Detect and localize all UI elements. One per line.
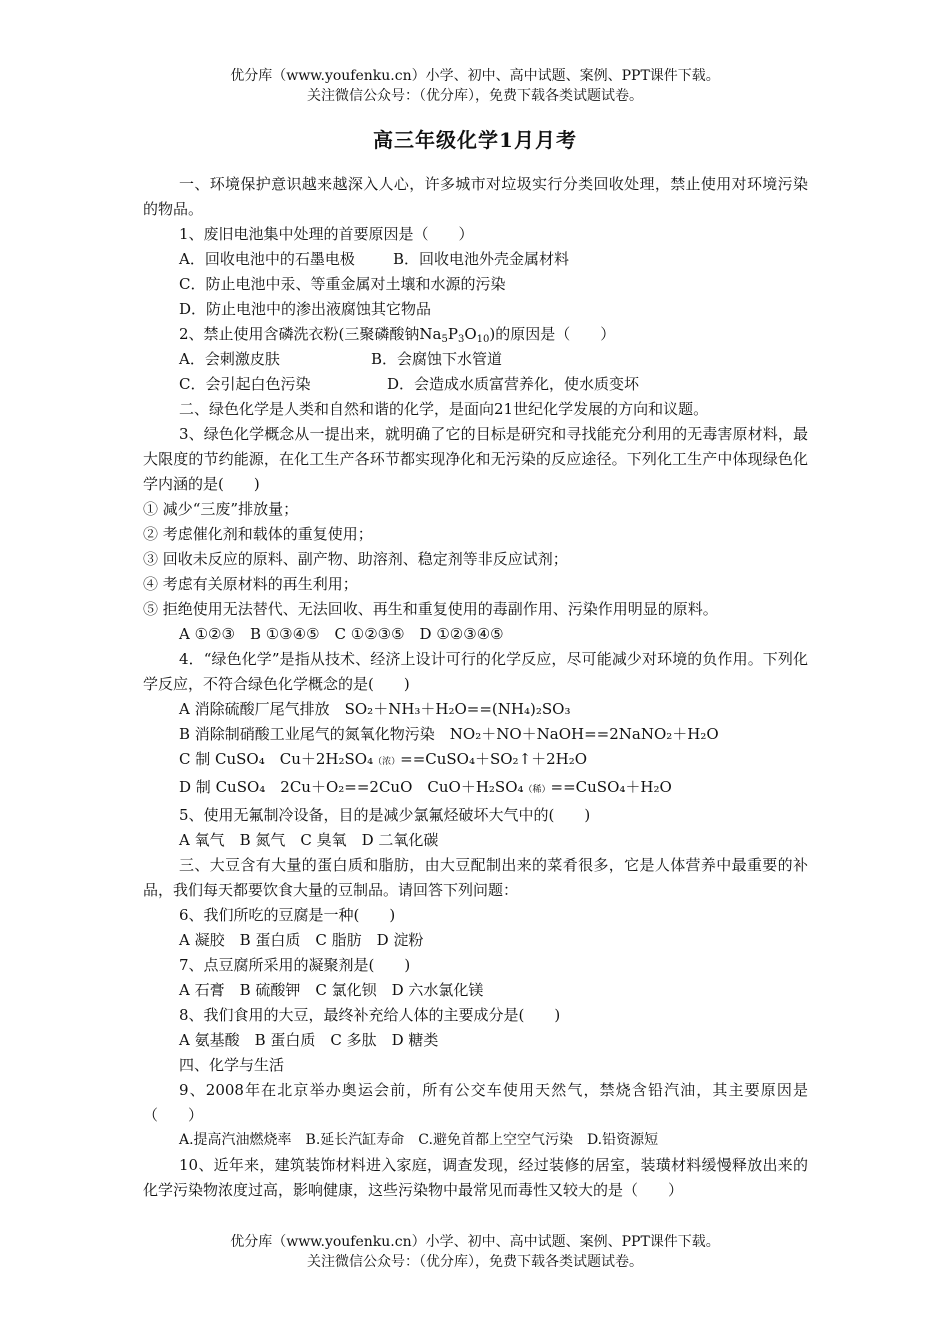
page-header	[0, 66, 950, 106]
q2-options-ab	[143, 347, 808, 372]
q8-stem: 8、我们食用的大豆，最终补充给人体的主要成分是( )	[179, 1006, 561, 1024]
q8-options: A 氨基酸 B 蛋白质 C 多肽 D 糖类	[179, 1031, 439, 1049]
section1-intro: 一、环境保护意识越来越深入人心，许多城市对垃圾实行分类回收处理，禁止使用对环境污染的物品。	[143, 175, 808, 218]
q1-stem: 1、废旧电池集中处理的首要原因是（ ）	[179, 225, 474, 243]
q1-option-d: D．防止电池中的渗出液腐蚀其它物品	[179, 300, 432, 318]
header-line-1: 优分库（www.youfenku.cn）小学、初中、高中试题、案例、PPT课件下载。	[230, 68, 720, 84]
q2-stem	[143, 322, 808, 347]
q3-options: A ①②③ B ①③④⑤ C ①②③⑤ D ①②③④⑤	[179, 625, 504, 643]
header-line-2: 关注微信公众号：（优分库），免费下载各类试题试卷。	[307, 88, 643, 104]
q1-options-ab	[143, 247, 808, 272]
section3-intro: 三、大豆含有大量的蛋白质和脂肪，由大豆配制出来的菜肴很多，它是人体营养中最重要的补品，我们每天都要饮食大量的豆制品。请回答下列问题：	[143, 856, 808, 899]
q3-stem: 3、绿色化学概念从一提出来，就明确了它的目标是研究和寻找能充分利用的无毒害原材料，最大限度的节约能源，在化工生产各环节都实现净化和无污染的反应途径。下列化工生产中体现绿色化学内涵的是( )	[143, 425, 808, 493]
page-footer	[0, 1232, 950, 1272]
q2-formula: $Na_5P_3O_{10}$	[419, 325, 490, 345]
q7-options: A 石膏 B 硫酸钾 C 氯化钡 D 六水氯化镁	[179, 981, 484, 999]
q4-stem: 4．“绿色化学”是指从技术、经济上设计可行的化学反应，尽可能减少对环境的负作用。下列化学反应，不符合绿色化学概念的是( )	[143, 650, 808, 693]
page-title: 高三年级化学1月月考	[373, 128, 577, 152]
q10-stem: 10、近年来，建筑装饰材料进入家庭，调查发现，经过装修的居室，装璜材料缓慢释放出来的化学污染物浓度过高，影响健康，这些污染物中最常见而毒性又较大的是（ ）	[143, 1156, 808, 1199]
q1-option-b: B．回收电池外壳金属材料	[393, 250, 570, 268]
q4-option-d: D 制 CuSO₄ 2Cu＋O₂==2CuO CuO＋H₂SO₄（稀）==CuSO₄＋H₂O	[179, 778, 672, 796]
q1-option-a: A．回收电池中的石墨电极	[179, 250, 355, 268]
q4-option-a: A 消除硫酸厂尾气排放 SO₂＋NH₃＋H₂O==(NH₄)₂SO₃	[179, 700, 571, 718]
q6-stem: 6、我们所吃的豆腐是一种( )	[179, 906, 396, 924]
q3-item-4: ④ 考虑有关原材料的再生利用；	[143, 575, 358, 593]
exam-content	[143, 172, 808, 1203]
q5-stem: 5、使用无氟制冷设备，目的是减少氯氟烃破坏大气中的( )	[179, 806, 591, 824]
q6-options: A 凝胶 B 蛋白质 C 脂肪 D 淀粉	[179, 931, 424, 949]
section2-intro: 二、绿色化学是人类和自然和谐的化学，是面向21世纪化学发展的方向和议题。	[179, 400, 709, 418]
footer-line-2: 关注微信公众号：（优分库），免费下载各类试题试卷。	[307, 1254, 643, 1270]
q9-options: A.提高汽油燃烧率 B.延长汽缸寿命 C.避免首都上空空气污染 D.铅资源短	[179, 1132, 659, 1148]
q2-stem-part1: 2、禁止使用含磷洗衣粉(三聚磷酸钠	[179, 325, 420, 343]
q4-option-c: C 制 CuSO₄ Cu＋2H₂SO₄（浓）==CuSO₄＋SO₂↑＋2H₂O	[179, 750, 588, 768]
q2-option-d: D．会造成水质富营养化，使水质变坏	[387, 375, 640, 393]
q2-options-cd	[143, 372, 808, 397]
q3-item-5: ⑤ 拒绝使用无法替代、无法回收、再生和重复使用的毒副作用、污染作用明显的原料。	[143, 600, 718, 618]
q9-stem: 9、2008年在北京举办奥运会前，所有公交车使用天然气，禁烧含铅汽油，其主要原因是（ ）	[143, 1081, 808, 1124]
q3-item-3: ③ 回收未反应的原料、副产物、助溶剂、稳定剂等非反应试剂；	[143, 550, 568, 568]
q2-option-b: B．会腐蚀下水管道	[371, 350, 503, 368]
q3-item-1: ① 减少“三废”排放量；	[143, 500, 299, 518]
q4-option-b: B 消除制硝酸工业尾气的氮氧化物污染 NO₂＋NO＋NaOH==2NaNO₂＋H₂O	[179, 725, 719, 743]
q1-option-c: C．防止电池中汞、等重金属对土壤和水源的污染	[179, 275, 506, 293]
q2-option-a: A．会刺激皮肤	[179, 350, 280, 368]
q7-stem: 7、点豆腐所采用的凝聚剂是( )	[179, 956, 411, 974]
q2-option-c: C．会引起白色污染	[179, 375, 311, 393]
q3-item-2: ② 考虑催化剂和载体的重复使用；	[143, 525, 373, 543]
section4-intro: 四、化学与生活	[179, 1056, 285, 1074]
footer-line-1: 优分库（www.youfenku.cn）小学、初中、高中试题、案例、PPT课件下载。	[230, 1234, 720, 1250]
q5-options: A 氧气 B 氮气 C 臭氧 D 二氧化碳	[179, 831, 439, 849]
q2-stem-part2: )的原因是（ ）	[489, 325, 616, 343]
